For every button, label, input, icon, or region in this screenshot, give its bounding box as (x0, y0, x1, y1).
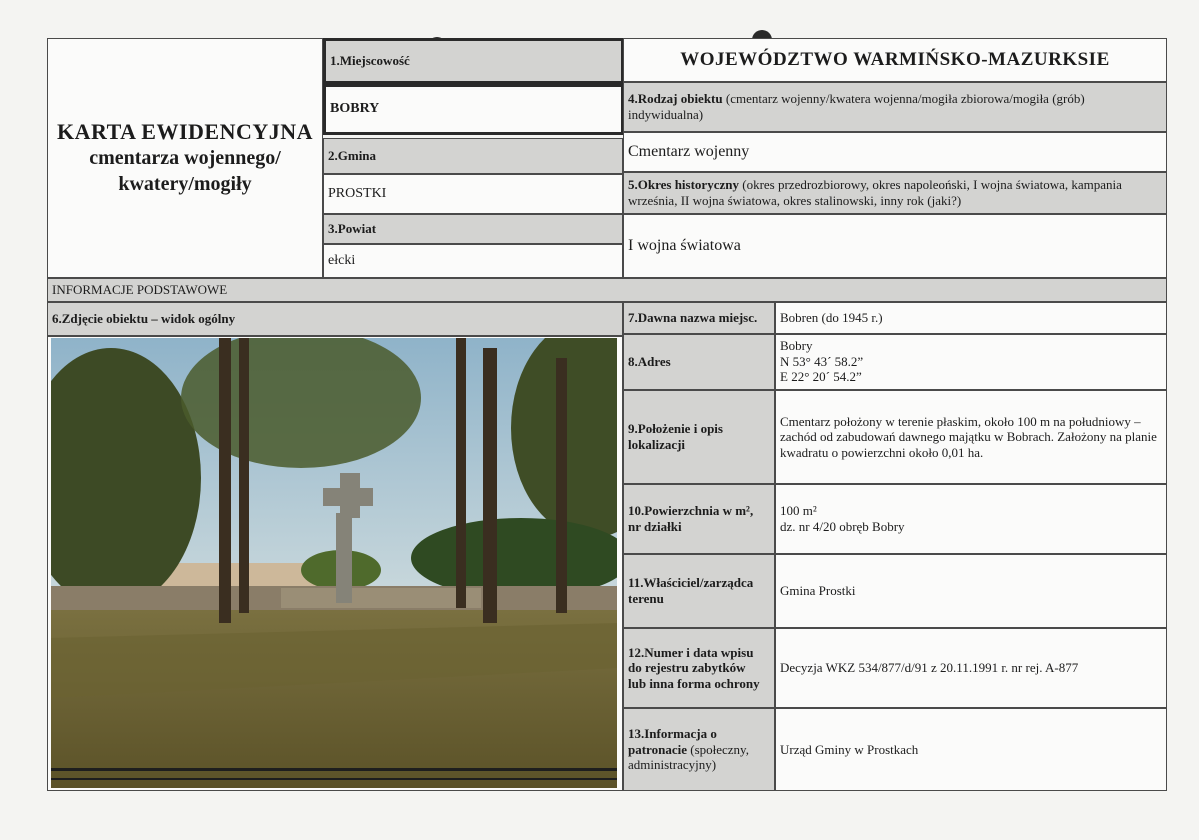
registry-label-line3: lub inna forma ochrony (628, 675, 760, 691)
address-label-cell (623, 334, 775, 390)
patronage-value: Urząd Gminy w Prostkach (780, 741, 919, 757)
location-description: Cmentarz położony w terenie płaskim, około 100 m na południowy – zachód od zabudowań dawnego majątku w Bobrach. Założony na planie kwadratu o powierzchni około 0,01 ha. (780, 413, 1157, 460)
patronage-value-cell (775, 708, 1167, 791)
registry-value: Decyzja WKZ 534/877/d/91 z 20.11.1991 r. nr rej. A-877 (780, 660, 1079, 676)
registry-label-cell (623, 628, 775, 708)
photo-label-cell (47, 302, 623, 336)
location-label-cell (623, 390, 775, 484)
address-label: 8.Adres (628, 354, 671, 370)
location-label-line1: 9.Położenie i opis (628, 421, 723, 437)
period-value-cell (623, 214, 1167, 278)
owner-value-cell (775, 554, 1167, 628)
address-line-latitude: N 53° 43´ 58.2” (780, 353, 864, 369)
locality-label: 1.Miejscowość (330, 53, 410, 69)
object-type-label: 4.Rodzaj obiektu (628, 91, 723, 107)
area-label-cell (623, 484, 775, 554)
area-label-line2: nr działki (628, 519, 682, 534)
area-label-line1: 10.Powierzchnia w m², (628, 503, 754, 519)
period-label: 5.Okres historyczny (628, 177, 739, 193)
period-options: (okres przedrozbiorowy, okres napoleoński, I wojna światowa, kampania września, II wojna światowa, okres stalinowski, inny rok (jaki?) (628, 177, 1122, 208)
area-value: 100 m² (780, 503, 817, 519)
card-subtitle-line1: cmentarza wojennego/ (89, 147, 281, 169)
location-value-cell (775, 390, 1167, 484)
owner-value: Gmina Prostki (780, 583, 856, 599)
cemetery-photo-image (51, 338, 617, 788)
locality-value: BOBRY (330, 101, 380, 117)
patronage-label-cell (623, 708, 775, 791)
commune-value-cell (323, 174, 623, 214)
area-value-cell (775, 484, 1167, 554)
county-value: ełcki (328, 252, 356, 268)
card-title-block (47, 38, 323, 278)
section-header (47, 278, 1167, 302)
owner-label-line2: terenu (628, 591, 664, 606)
voivodeship-cell (623, 38, 1167, 82)
patronage-label-tail1: (społeczny, (686, 741, 749, 757)
locality-value-cell (323, 84, 624, 135)
address-line-locality: Bobry (780, 338, 813, 353)
object-type-label-cell (623, 82, 1167, 132)
plot-number: dz. nr 4/20 obręb Bobry (780, 519, 905, 534)
county-value-cell (323, 244, 623, 278)
voivodeship-heading: WOJEWÓDZTWO WARMIŃSKO-MAZURKSIE (680, 48, 1110, 70)
patronage-label-line1: 13.Informacja o (628, 726, 717, 742)
registry-label-line1: 12.Numer i data wpisu (628, 644, 754, 660)
card-subtitle-line2: kwatery/mogiły (118, 173, 252, 195)
address-value-cell (775, 334, 1167, 390)
section-header-text: INFORMACJE PODSTAWOWE (52, 282, 228, 298)
period-value: I wojna światowa (628, 237, 741, 255)
commune-label: 2.Gmina (328, 148, 377, 164)
location-label-line2: lokalizacji (628, 437, 686, 452)
former-name-value: Bobren (do 1945 r.) (780, 310, 883, 326)
county-label-cell (323, 214, 623, 244)
former-name-value-cell (775, 302, 1167, 334)
patronage-label-line2: patronacie (628, 741, 687, 757)
patronage-label-tail2: administracyjny) (628, 757, 717, 773)
registry-label-line2: do rejestru zabytków (628, 660, 746, 676)
object-type-value-cell (623, 132, 1167, 172)
registry-value-cell (775, 628, 1167, 708)
commune-label-cell (323, 138, 623, 174)
object-type-options: (cmentarz wojenny/kwatera wojenna/mogiła zbiorowa/mogiła (grób) indywidualna) (628, 91, 1085, 122)
former-name-label: 7.Dawna nazwa miejsc. (628, 310, 758, 326)
period-label-cell (623, 172, 1167, 214)
address-line-longitude: E 22° 20´ 54.2” (780, 369, 862, 385)
owner-label-line1: 11.Właściciel/zarządca (628, 575, 754, 591)
owner-label-cell (623, 554, 775, 628)
county-label: 3.Powiat (328, 221, 377, 237)
object-type-value: Cmentarz wojenny (628, 143, 750, 161)
commune-value: PROSTKI (328, 185, 387, 201)
former-name-label-cell (623, 302, 775, 334)
cemetery-photo (47, 336, 623, 791)
locality-label-cell (323, 38, 624, 84)
photo-label: 6.Zdjęcie obiektu – widok ogólny (52, 311, 236, 327)
card-title: KARTA EWIDENCYJNA (56, 119, 314, 144)
